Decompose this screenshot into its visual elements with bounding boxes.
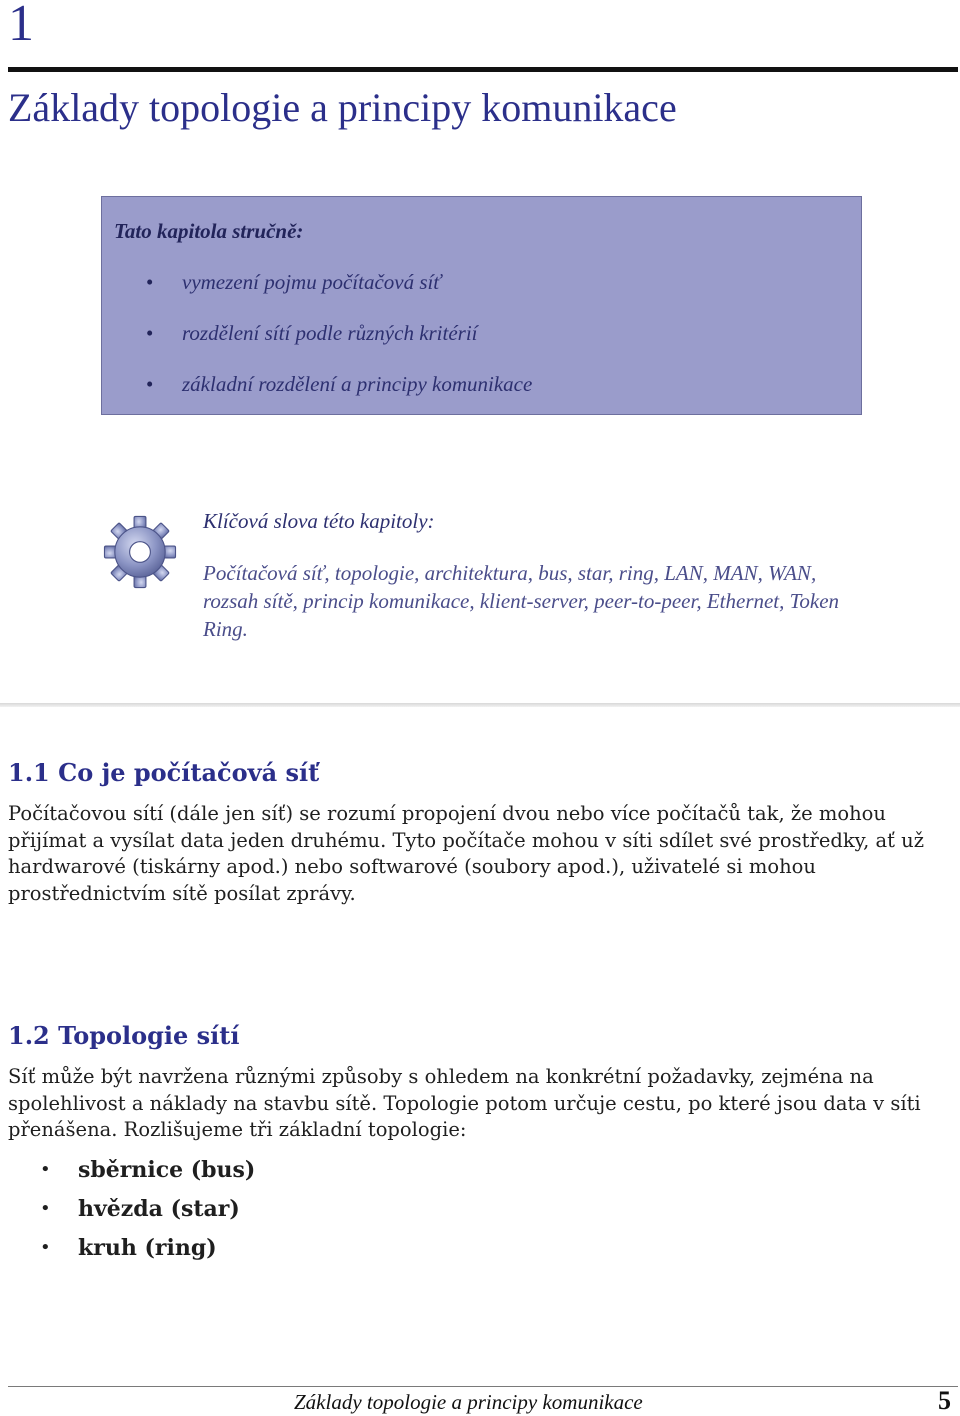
topology-item-text: hvězda (star): [78, 1196, 240, 1222]
topology-item: [0, 1233, 255, 1272]
section-heading-1-2: 1.2 Topologie sítí: [8, 1021, 240, 1050]
keywords-text: Počítačová síť, topologie, architektura, bus, star, ring, LAN, MAN, WAN, rozsah sítě, princip komunikace, klient-server, peer-to-peer, Ethernet, Token Ring.: [203, 561, 840, 641]
bullet-icon: •: [146, 372, 154, 396]
footer-rule: [8, 1386, 958, 1387]
summary-item: [102, 371, 532, 422]
keywords-heading: Klíčová slova této kapitoly:: [203, 509, 435, 533]
summary-list: [102, 269, 532, 422]
bullet-icon: •: [146, 321, 154, 345]
section-divider: [0, 703, 960, 707]
topology-item: [0, 1155, 255, 1194]
gear-icon: [103, 515, 177, 589]
bullet-icon: •: [146, 270, 154, 294]
bullet-icon: •: [40, 1198, 51, 1219]
section-1-2-paragraph: Síť může být navržena různými způsoby s ohledem na konkrétní požadavky, zejména na spolehlivost a náklady na stavbu sítě. Topologie potom určuje cestu, po které jsou data v síti přenášena. Rozlišujeme tři základní topologie:: [8, 1065, 921, 1141]
chapter-rule: [8, 67, 958, 72]
topology-item-text: sběrnice (bus): [78, 1157, 256, 1183]
summary-item: [102, 269, 532, 320]
topology-item: [0, 1194, 255, 1233]
section-1-1-paragraph: Počítačovou sítí (dále jen síť) se rozumí propojení dvou nebo více počítačů tak, že mohou přijímat a vysílat data jeden druhému. Tyto počítače mohou v síti sdílet své prostředky, ať už hardwarové (tiskárny apod.) nebo softwarové (soubory apod.), uživatelé si mohou prostřednictvím sítě posílat zprávy.: [8, 802, 924, 905]
chapter-summary-box: [101, 196, 862, 415]
summary-item: [102, 320, 532, 371]
summary-item-text: vymezení pojmu počítačová síť: [182, 270, 441, 294]
section-heading-1-1: 1.1 Co je počítačová síť: [8, 758, 320, 787]
chapter-title: Základy topologie a principy komunikace: [8, 85, 677, 130]
summary-item-text: základní rozdělení a principy komunikace: [182, 372, 533, 396]
summary-item-text: rozdělení sítí podle různých kritérií: [182, 321, 478, 345]
bullet-icon: •: [40, 1237, 51, 1258]
footer-title: Základy topologie a principy komunikace: [294, 1390, 643, 1414]
chapter-number: 1: [8, 0, 34, 52]
topology-item-text: kruh (ring): [78, 1235, 217, 1261]
page-number: 5: [938, 1386, 951, 1415]
summary-heading: Tato kapitola stručně:: [114, 219, 304, 243]
bullet-icon: •: [40, 1159, 51, 1180]
topology-list: [0, 1155, 255, 1272]
